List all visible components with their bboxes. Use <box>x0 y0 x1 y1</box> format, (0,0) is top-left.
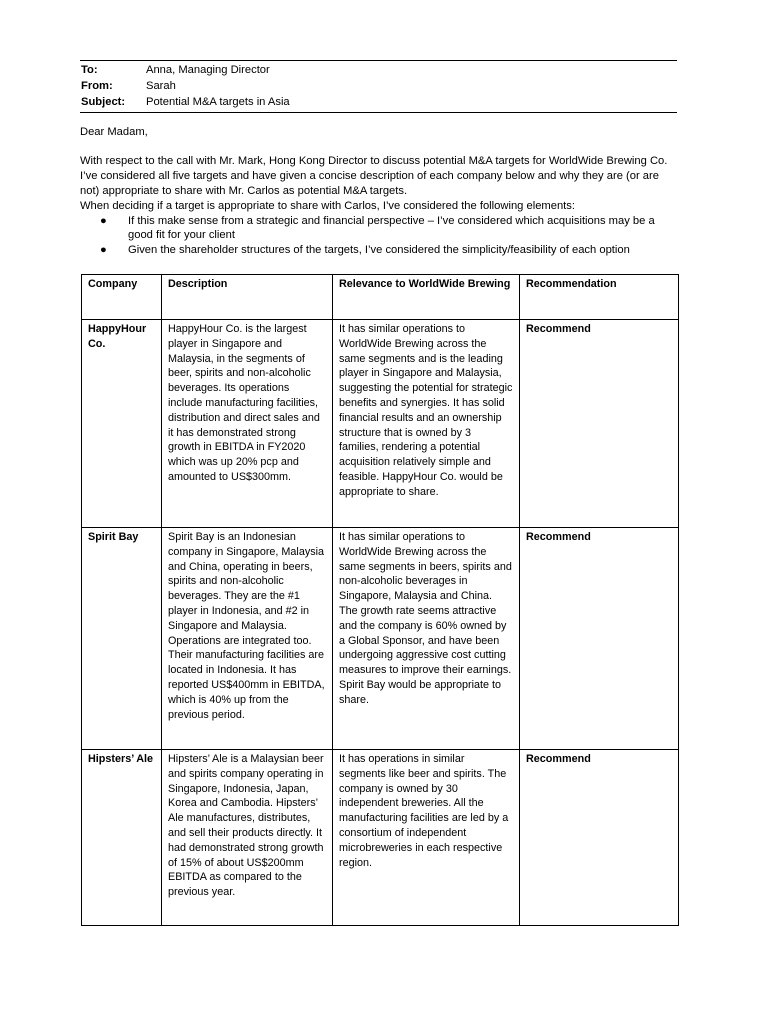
table-row <box>82 528 679 750</box>
criteria-item-text: If this make sense from a strategic and financial perspective – I’ve considered which acquisitions may be a good fit for your client <box>128 214 655 242</box>
company-cell: Hipsters’ Ale <box>82 750 162 926</box>
column-header-company: Company <box>82 275 162 320</box>
list-item <box>80 214 680 244</box>
recommendation-cell: Recommend <box>520 320 679 528</box>
description-cell: HappyHour Co. is the largest player in Singapore and Malaysia, in the segments of beer, spirits and non-alcoholic beverages. Its operations include manufacturing facilities, distribution and direct sales and it has demonstrated strong growth in EBITDA in FY2020 which was up 20% pcp and amounted to US$300mm. <box>162 320 333 528</box>
memo-to-value: Anna, Managing Director <box>146 64 270 76</box>
column-header-description: Description <box>162 275 333 320</box>
salutation: Dear Madam, <box>80 126 148 138</box>
criteria-item-text: Given the shareholder structures of the targets, I’ve considered the simplicity/feasibility of each option <box>128 244 630 257</box>
column-header-recommendation: Recommendation <box>520 275 679 320</box>
targets-table <box>81 274 679 926</box>
table-row <box>82 750 679 926</box>
table-row <box>82 320 679 528</box>
bullet-icon: ● <box>100 244 107 257</box>
letter-body <box>80 125 680 258</box>
criteria-list <box>80 214 680 259</box>
company-cell: Spirit Bay <box>82 528 162 750</box>
column-header-relevance: Relevance to WorldWide Brewing <box>333 275 520 320</box>
memo-from-label: From: <box>81 80 113 92</box>
memo-to-label: To: <box>81 64 98 76</box>
criteria-intro: When deciding if a target is appropriate to share with Carlos, I’ve considered the following elements: <box>80 199 575 212</box>
description-cell: Hipsters’ Ale is a Malaysian beer and spirits company operating in Singapore, Indonesia, Japan, Korea and Cambodia. Hipsters’ Ale manufactures, distributes, and sell their products directly. It had demonstrated strong growth of 15% of about US$200mm EBITDA as compared to the previous year. <box>162 750 333 926</box>
memo-from-row <box>80 79 677 94</box>
memo-to-row <box>80 63 677 78</box>
description-cell: Spirit Bay is an Indonesian company in Singapore, Malaysia and China, operating in beers, spirits and non-alcoholic beverages. They are the #1 player in Indonesia, and #2 in Singapore and Malaysia. Operations are integrated too. Their manufacturing facilities are located in Indonesia. It has reported US$400mm in EBITDA, which is 40% up from the previous period. <box>162 528 333 750</box>
list-item <box>80 243 680 258</box>
memo-subject-label: Subject: <box>81 96 126 108</box>
intro-paragraph: With respect to the call with Mr. Mark, Hong Kong Director to discuss potential M&A targets for WorldWide Brewing Co. I’ve considered all five targets and have given a concise description of each company below and why they are (or are not) appropriate to share with Mr. Carlos as potential M&A targets. <box>80 154 668 197</box>
company-cell: HappyHour Co. <box>82 320 162 528</box>
recommendation-cell: Recommend <box>520 750 679 926</box>
memo-subject-value: Potential M&A targets in Asia <box>146 96 290 108</box>
recommendation-cell: Recommend <box>520 528 679 750</box>
bullet-icon: ● <box>100 214 107 227</box>
relevance-text: It has similar operations to WorldWide Brewing across the same segments in beers, spirits and non-alcoholic beverages in Singapore, Malaysia and China. The growth rate seems attractive and the company is 60% owned by a Global Sponsor, and have been undergoing aggressive cost cutting measures to improve their earnings. <box>339 531 512 677</box>
memo-header <box>80 60 677 113</box>
relevance-cell: It has similar operations to WorldWide Brewing across the same segments and is the leading player in Singapore and Malaysia, suggesting the potential for strategic benefits and synergies. It has solid financial results and an ownership structure that is owned by 3 families, rendering a potential acquisition relatively simple and feasible. HappyHour Co. would be appropriate to share. <box>333 320 520 528</box>
table-header-row <box>82 275 679 320</box>
relevance-cell <box>333 528 520 750</box>
relevance-conclusion: Spirit Bay would be appropriate to share. <box>339 678 502 706</box>
memo-subject-row <box>80 95 677 110</box>
relevance-cell: It has operations in similar segments like beer and spirits. The company is owned by 30 independent breweries. All the manufacturing facilities are led by a consortium of independent microbreweries in each respective region. <box>333 750 520 926</box>
memo-from-value: Sarah <box>146 80 176 92</box>
